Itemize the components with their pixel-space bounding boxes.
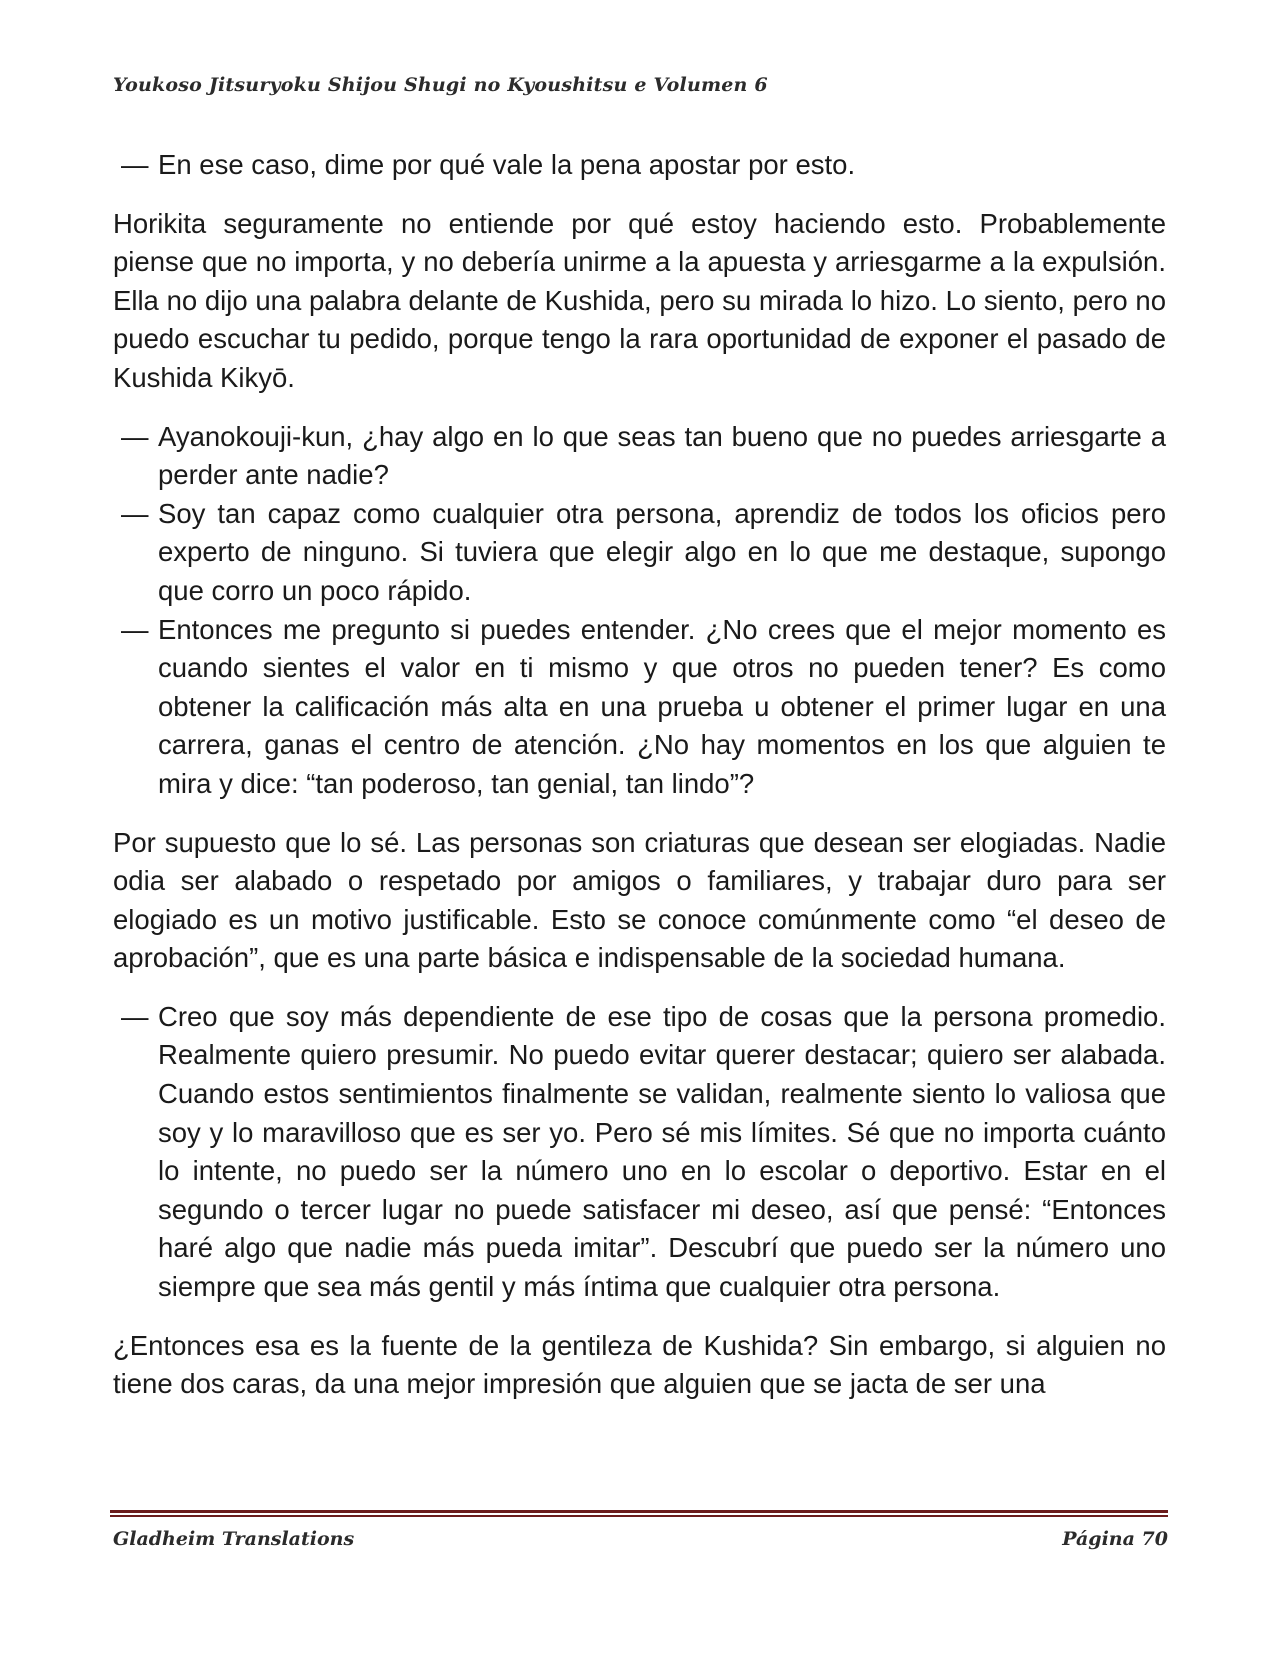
- dialogue-line: [113, 998, 1166, 1307]
- dialogue-group: [113, 146, 1166, 185]
- dialogue-text: En ese caso, dime por qué vale la pena apostar por esto.: [158, 149, 856, 180]
- em-dash: —: [121, 613, 149, 645]
- em-dash: —: [121, 420, 149, 452]
- footer-rule: [110, 1510, 1168, 1517]
- dialogue-text: Creo que soy más dependiente de ese tipo de cosas que la persona promedio. Realmente quiero presumir. No puedo evitar querer destacar; quiero ser alabada. Cuando estos sentimientos finalmente se validan, realmente siento lo valiosa que soy y lo maravilloso que es ser yo. Pero sé mis límites. Sé que no importa cuánto lo intente, no puedo ser la número uno en lo escolar o deportivo. Estar en el segundo o tercer lugar no puede satisfacer mi deseo, así que pensé: “Entonces haré algo que nadie más pueda imitar”. Descubrí que puedo ser la número uno siempre que sea más gentil y más íntima que cualquier otra persona.: [158, 1000, 1166, 1303]
- paragraph: Horikita seguramente no entiende por qué estoy haciendo esto. Probablemente piense que no importa, y no debería unirme a la apuesta y arriesgarme a la expulsión. Ella no dijo una palabra delante de Kushida, pero su mirada lo hizo. Lo siento, pero no puedo escuchar tu pedido, porque tengo la rara oportunidad de exponer el pasado de Kushida Kikyō.: [113, 207, 1166, 393]
- em-dash: —: [121, 497, 149, 529]
- header-title: Youkoso Jitsuryoku Shijou Shugi no Kyoushitsu e Volumen 6: [113, 74, 768, 96]
- dialogue-text: Ayanokouji-kun, ¿hay algo en lo que seas tan bueno que no puedes arriesgarte a perder ante nadie?: [158, 420, 1166, 491]
- dialogue-text: Soy tan capaz como cualquier otra persona, aprendiz de todos los oficios pero experto de ninguno. Si tuviera que elegir algo en lo que me destaque, supongo que corro un poco rápido.: [158, 497, 1166, 606]
- dialogue-group: [113, 418, 1166, 804]
- em-dash: —: [121, 149, 149, 180]
- footer-rule-thick: [110, 1510, 1168, 1513]
- dialogue-group: [113, 998, 1166, 1307]
- em-dash: —: [121, 1000, 149, 1032]
- dialogue-line: [113, 611, 1166, 804]
- dialogue-text: Entonces me pregunto si puedes entender. ¿No crees que el mejor momento es cuando sientes el valor en ti mismo y que otros no pueden tener? Es como obtener la calificación más alta en una prueba u obtener el primer lugar en una carrera, ganas el centro de atención. ¿No hay momentos en los que alguien te mira y dice: “tan poderoso, tan genial, tan lindo”?: [158, 613, 1166, 799]
- paragraph: Por supuesto que lo sé. Las personas son criaturas que desean ser elogiadas. Nadie odia ser alabado o respetado por amigos o familiares, y trabajar duro para ser elogiado es un motivo justificable. Esto se conoce comúnmente como “el deseo de aprobación”, que es una parte básica e indispensable de la sociedad humana.: [113, 826, 1166, 974]
- page-number: Página 70: [1062, 1528, 1168, 1550]
- paragraph: ¿Entonces esa es la fuente de la gentileza de Kushida? Sin embargo, si alguien no tiene dos caras, da una mejor impresión que alguien que se jacta de ser una: [113, 1329, 1166, 1400]
- dialogue-line: [113, 418, 1166, 495]
- page-content: [113, 146, 1166, 1424]
- dialogue-line: [113, 495, 1166, 611]
- footer-rule-thin: [110, 1515, 1168, 1517]
- dialogue-line: [113, 146, 1166, 185]
- footer-credit: Gladheim Translations: [113, 1528, 355, 1550]
